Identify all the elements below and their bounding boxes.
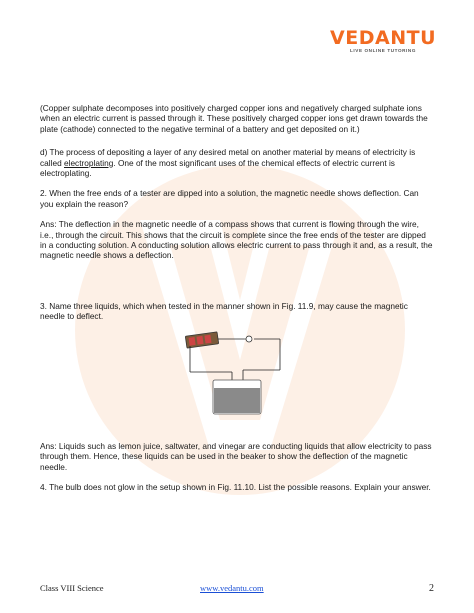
circuit-figure xyxy=(180,328,290,423)
footer-class-label: Class VIII Science xyxy=(40,583,104,593)
page-number: 2 xyxy=(429,583,434,594)
paragraph-copper-sulphate: (Copper sulphate decomposes into positively charged copper ions and negatively charged sulphate ions when an electric current is passed through it. These positively charged copper ions get drawn towards the plate (cathode) connected to the negative terminal of a battery and get deposited on it.) xyxy=(40,103,428,134)
vedantu-logo xyxy=(330,28,436,53)
footer-website-link[interactable]: www.vedantu.com xyxy=(200,583,264,593)
question-4: 4. The bulb does not glow in the setup shown in Fig. 11.10. List the possible reasons. Explain your answer. xyxy=(40,481,431,492)
question-3: 3. Name three liquids, which when tested in the manner shown in Fig. 11.9, may cause the magnetic needle to deflect. xyxy=(40,300,408,322)
electroplating-term: electroplating xyxy=(63,157,114,168)
answer-3: Ans: Liquids such as lemon juice, saltwater, and vinegar are conducting liquids that allow electricity to pass through them. Hence, these liquids can be used in the beaker to show the deflection of the magnetic needle. xyxy=(40,440,432,472)
battery-icon xyxy=(185,332,218,348)
beaker-icon xyxy=(213,380,261,414)
page-content xyxy=(40,103,434,492)
page-footer xyxy=(40,583,434,597)
electroplating-text-end: . One of the most significant uses of the chemical effects of electric current is electroplating. xyxy=(40,157,395,179)
electroplating-text-start: d) The process of depositing a layer of any desired metal on another material by means of electricity is called xyxy=(40,147,416,168)
circuit-diagram xyxy=(180,328,290,423)
paragraph-electroplating xyxy=(40,147,434,178)
question-2: 2. When the free ends of a tester are dipped into a solution, the magnetic needle shows deflection. Can you explain the reason? xyxy=(40,188,419,209)
answer-2: Ans: The deflection in the magnetic needle of a compass shows that current is flowing through the wire, i.e., through the circuit. This shows that the circuit is complete since the free ends of the tester are dipped in a conducting solution. A conducting solution allows electric current to pass through it and, as a result, the magnetic needle shows a deflection. xyxy=(40,219,433,261)
bulb-icon xyxy=(244,336,252,342)
logo-wordmark: VEDANTU xyxy=(330,27,436,49)
logo-tagline: LIVE ONLINE TUTORING xyxy=(350,48,417,53)
